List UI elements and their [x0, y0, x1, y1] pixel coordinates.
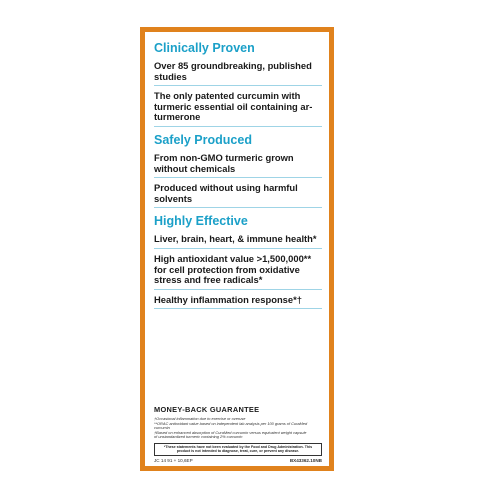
footnote: †Occasional inflammation due to exercise or overuse	[154, 416, 246, 421]
lot-code: JC 14 91 + 10,6EP	[154, 457, 193, 463]
section-heading: Highly Effective	[154, 214, 248, 229]
footnote: †Based on enhanced absorption of CuraMed curcumin versus equivalent weight capsule	[154, 429, 307, 435]
fda-disclaimer: *These statements have not been evaluated by the Food and Drug Administration. This product is not intended to diagnose, treat, cure, or prevent any disease.	[154, 443, 322, 456]
benefit-item: From non-GMO turmeric grown without chemicals	[154, 153, 322, 178]
footnote: **ORAC antioxidant value based on independent lab analysis per 100 grams of CuraMed curcumin	[154, 420, 308, 431]
benefit-item: Liver, brain, heart, & immune health*	[154, 234, 322, 249]
section-heading: Safely Produced	[154, 132, 252, 147]
benefits-list	[154, 41, 322, 315]
product-codes	[154, 458, 322, 463]
product-code: BX43362.10NB	[289, 457, 322, 463]
section-clinically-proven	[154, 41, 322, 127]
section-safely-produced	[154, 133, 322, 208]
benefit-item: High antioxidant value >1,500,000** for cell protection from oxidative stress and free radicals*	[154, 254, 322, 290]
product-info-panel	[140, 27, 334, 471]
section-highly-effective	[154, 214, 322, 309]
benefit-item: Over 85 groundbreaking, published studies	[154, 61, 322, 86]
benefit-item: Healthy inflammation response*†	[154, 295, 322, 310]
money-back-guarantee: MONEY-BACK GUARANTEE	[154, 405, 260, 414]
section-heading: Clinically Proven	[154, 41, 255, 55]
footnote: of unstandardized turmeric containing 2% curcumin	[154, 434, 243, 440]
benefit-item: Produced without using harmful solvents	[154, 183, 322, 208]
benefit-item: The only patented curcumin with turmeric essential oil containing ar-turmerone	[154, 91, 322, 127]
label-footer	[154, 405, 322, 463]
